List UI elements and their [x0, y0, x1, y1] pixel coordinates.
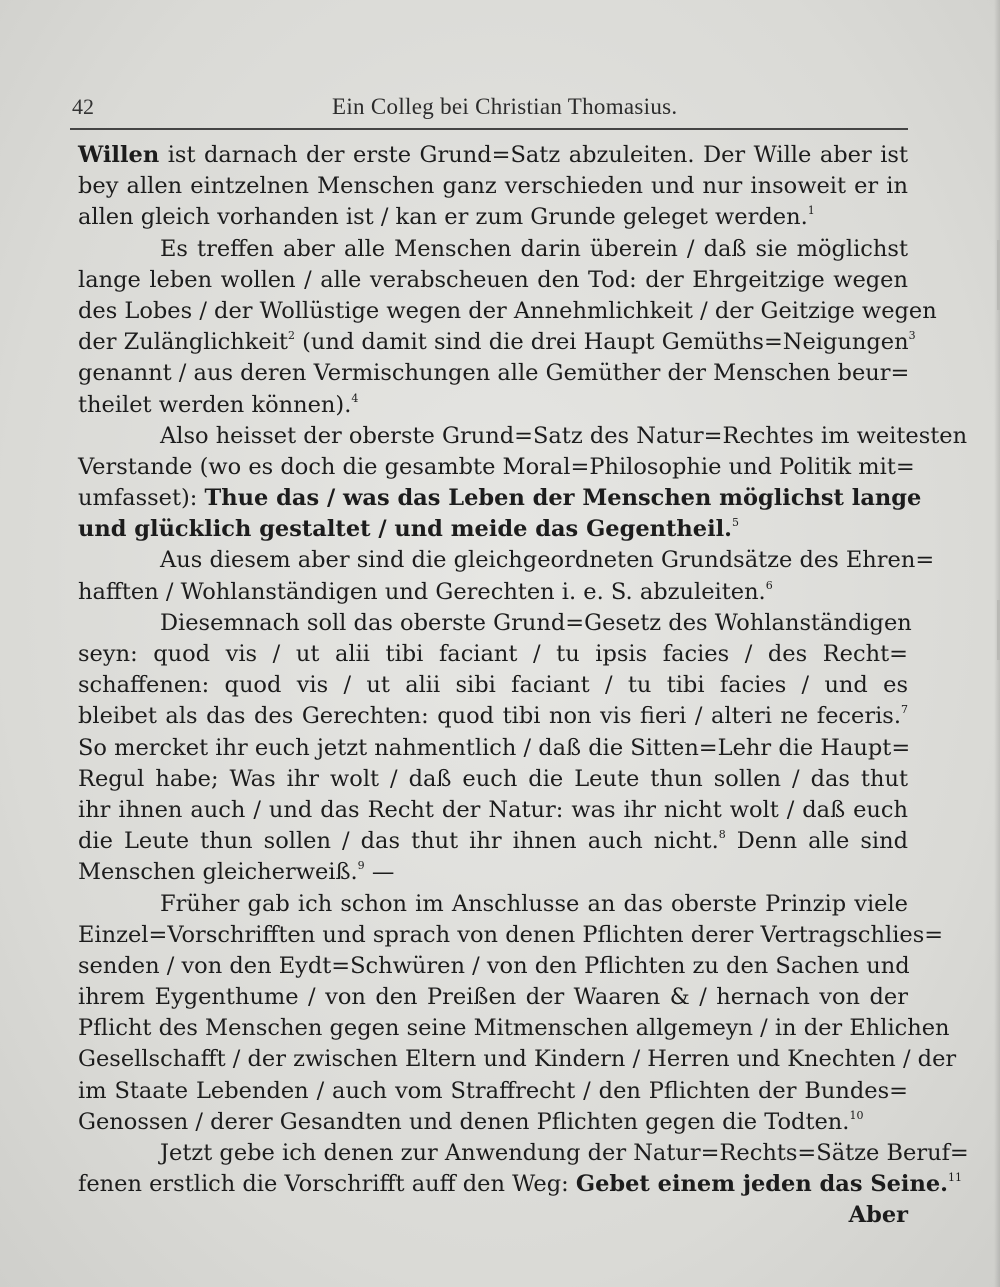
text-segment: Früher gab ich schon im Anschlusse an das oberste Prinzip viele	[160, 890, 908, 917]
text-line	[78, 171, 908, 202]
text-line	[78, 421, 968, 452]
text-line	[78, 639, 908, 670]
text-line	[78, 390, 908, 421]
footnote-marker: 2	[287, 329, 295, 343]
text-segment: allen gleich vorhanden ist / kan er zum Grunde geleget werden.	[78, 204, 808, 231]
text-line	[78, 1013, 950, 1044]
text-segment: seyn: quod vis / ut alii tibi faciant / tu ipsis facies / des Recht=	[78, 641, 908, 667]
text-line	[78, 764, 908, 795]
running-head	[70, 92, 910, 126]
text-line	[78, 701, 908, 732]
running-title: Ein Colleg bei Christian Thomasius.	[332, 94, 678, 119]
emphasized-text: und glücklich gestaltet / und meide das Gegentheil.	[78, 516, 732, 543]
text-line	[78, 296, 937, 327]
page-number: 42	[72, 94, 94, 119]
text-segment: theilet werden können).	[78, 391, 352, 418]
text-segment: genannt / aus deren Vermischungen alle Gemüther der Menschen beur=	[78, 360, 910, 387]
text-line	[78, 608, 912, 639]
text-segment: Jetzt gebe ich denen zur Anwendung der Natur=Rechts=Sätze Beruf=	[160, 1140, 969, 1166]
text-segment: die Leute thun sollen / das thut ihr ihnen auch nicht.	[78, 828, 719, 855]
text-segment: Also heisset der oberste Grund=Satz des Natur=Rechtes im weitesten	[160, 422, 968, 449]
text-segment: So mercket ihr euch jetzt nahmentlich / daß die Sitten=Lehr die Haupt=	[78, 734, 911, 761]
footnote-marker: 5	[732, 516, 739, 530]
text-line	[78, 358, 908, 389]
text-line	[78, 452, 915, 483]
footnote-marker: 7	[901, 703, 908, 717]
text-segment: schaffenen: quod vis / ut alii sibi faciant / tu tibi facies / und es	[78, 672, 908, 699]
text-line	[78, 857, 908, 888]
text-segment: lange leben wollen / alle verabscheuen den Tod: der Ehrgeitzige wegen	[78, 266, 908, 293]
text-segment: bleibet als das des Gerechten: quod tibi non vis fieri / alteri ne feceris.	[78, 703, 901, 730]
text-line	[78, 889, 908, 920]
text-line	[78, 982, 908, 1013]
text-line	[78, 670, 908, 701]
text-segment: im Staate Lebenden / auch vom Straffrecht / den Pflichten der Bundes=	[78, 1077, 908, 1104]
text-line	[78, 1169, 962, 1200]
text-line	[78, 826, 908, 857]
text-segment: Verstande (wo es doch die gesambte Moral=Philosophie und Politik mit=	[78, 453, 915, 480]
text-segment: Aus diesem aber sind die gleichgeordneten Grundsätze des Ehren=	[160, 547, 935, 574]
text-segment: senden / von den Eydt=Schwüren / von den Pflichten zu den Sachen und	[78, 952, 910, 979]
text-segment: bey allen eintzelnen Menschen ganz verschieden und nur insoweit er in	[78, 173, 908, 200]
text-segment: Denn alle sind	[725, 828, 908, 855]
text-line	[78, 202, 908, 233]
text-segment: (und damit sind die drei Haupt Gemüths=Neigungen	[294, 329, 909, 356]
text-line	[78, 920, 944, 951]
text-line	[78, 733, 911, 764]
text-segment: der Zulänglichkeit	[78, 329, 288, 356]
text-line	[78, 951, 908, 982]
text-line	[78, 483, 922, 514]
text-line	[78, 234, 908, 265]
footnote-marker: 3	[908, 329, 916, 343]
text-line	[78, 1076, 908, 1107]
text-line	[78, 265, 908, 296]
text-segment: Einzel=Vorschrifften und sprach von denen Pflichten derer Vertragschlies=	[78, 921, 944, 948]
emphasized-text: Aber	[848, 1202, 908, 1229]
text-segment: ihrem Eygenthume / von den Preißen der Waaren & / hernach von der	[78, 984, 908, 1011]
text-segment: hafften / Wohlanständigen und Gerechten i. e. S. abzuleiten.	[78, 578, 766, 605]
text-line	[78, 514, 908, 545]
text-line	[78, 577, 908, 608]
text-segment: ihr ihnen auch / und das Recht der Natur: was ihr nicht wolt / daß euch	[78, 796, 908, 823]
text-segment: Gesellschafft / der zwischen Eltern und Kindern / Herren und Knechten / der	[78, 1046, 957, 1073]
text-segment: umfasset):	[78, 485, 205, 512]
text-segment: Genossen / derer Gesandten und denen Pflichten gegen die Todten.	[78, 1108, 850, 1135]
text-segment: ist darnach der erste Grund=Satz abzuleiten. Der Wille aber ist	[159, 142, 908, 168]
text-line	[78, 327, 916, 358]
text-line	[78, 545, 935, 576]
footnote-marker: 8	[718, 828, 726, 842]
text-line	[78, 1044, 957, 1075]
text-segment: Diesemnach soll das oberste Grund=Gesetz des Wohlanständigen	[160, 609, 912, 636]
emphasized-text: Willen	[78, 142, 160, 168]
footnote-marker: 10	[849, 1108, 864, 1122]
text-line	[78, 795, 908, 826]
body-text	[78, 140, 969, 1232]
text-segment: —	[364, 859, 395, 886]
footnote-marker: 9	[357, 859, 365, 873]
footnote-marker: 1	[807, 204, 815, 218]
text-line	[78, 1200, 908, 1231]
emphasized-text: Thue das / was das Leben der Menschen möglichst lange	[204, 485, 922, 512]
emphasized-text: Gebet einem jeden das Seine.	[575, 1171, 948, 1198]
header-rule	[70, 128, 908, 130]
footnote-marker: 6	[765, 578, 773, 592]
text-segment: fenen erstlich die Vorschrifft auff den Weg:	[78, 1171, 576, 1198]
text-line	[78, 140, 908, 171]
footnote-marker: 11	[947, 1171, 962, 1185]
text-segment: Es treffen aber alle Menschen darin überein / daß sie möglichst	[160, 235, 908, 262]
text-line	[78, 1107, 908, 1138]
text-line	[78, 1138, 969, 1169]
text-segment: Menschen gleicherweiß.	[78, 859, 358, 886]
text-segment: Regul habe; Was ihr wolt / daß euch die Leute thun sollen / das thut	[78, 765, 908, 792]
text-segment: Pflicht des Menschen gegen seine Mitmenschen allgemeyn / in der Ehlichen	[78, 1015, 950, 1042]
text-segment: des Lobes / der Wollüstige wegen der Annehmlichkeit / der Geitzige wegen	[78, 297, 937, 324]
footnote-marker: 4	[351, 391, 359, 405]
